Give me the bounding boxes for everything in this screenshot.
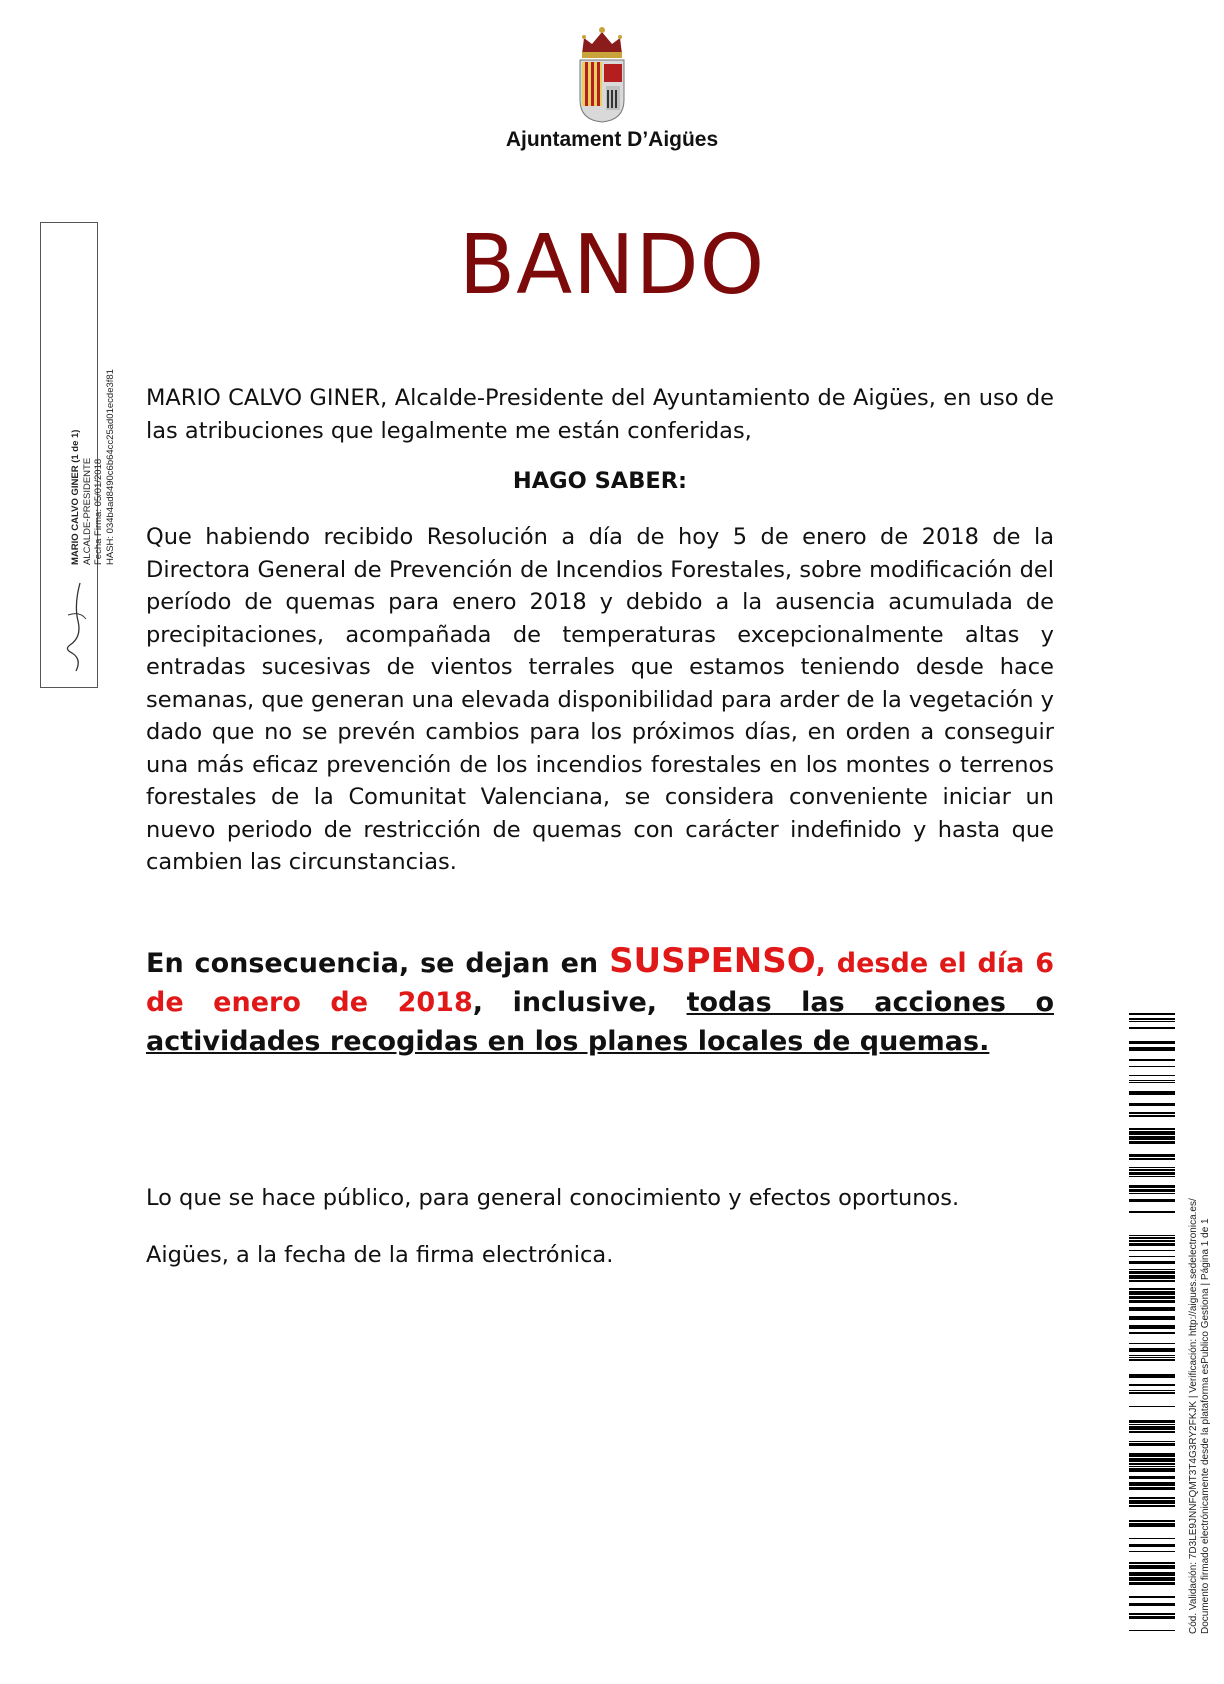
consequence-actions: todas las acciones o actividades recogidas en los planes locales de quemas. <box>146 987 1054 1057</box>
municipal-crest-icon <box>576 24 628 124</box>
signature-details <box>70 369 116 565</box>
consequence-date: , desde el día 6 de enero de 2018 <box>146 948 1054 1018</box>
main-paragraph: Que habiendo recibido Resolución a día de hoy 5 de enero de 2018 de la Directora General de Prevención de Incendios Forestales, sobre modificación del período de quemas para enero 2018 y debido a la ausencia acumulada de precipitaciones, acompañada de temperaturas excepcionalmente altas y entradas sucesivas de vientos terrales que estamos teniendo desde hace semanas, que generan una elevada disponibilidad para arder de la vegetación y dado que no se prevén cambios para los próximos días, en orden a conseguir una más eficaz prevención de los incendios forestales en los montes o terrenos forestales de la Comunitat Valenciana, se considera conveniente iniciar un nuevo periodo de restricción de quemas con carácter indefinido y hasta que cambien las circunstancias. <box>146 524 1054 875</box>
signature-hash: HASH: 034b4ad8490c6b64cc25ad01ecde3f81 <box>104 369 116 565</box>
signer-name: MARIO CALVO GINER (1 de 1) <box>70 429 81 565</box>
signer-role: ALCALDE-PRESIDENTE <box>81 457 93 565</box>
document-title: BANDO <box>458 218 766 313</box>
handwritten-signature-icon <box>60 575 94 675</box>
verification-line-1: Cód. Validación: 7D3LE9JNNFQMT3T4G3RY2FKJK | Verificación: http://aigues.sedelectronica.es/ <box>1188 1198 1199 1634</box>
signature-date: Fecha Firma: 05/01/2018 <box>93 458 104 565</box>
verification-text <box>1188 1198 1212 1634</box>
consequence-part1: En consecuencia, se dejan en <box>146 948 610 979</box>
hago-saber-heading: HAGO SABER: <box>512 468 688 494</box>
consequence-paragraph <box>146 942 1054 1061</box>
consequence-part3: , inclusive, <box>472 987 687 1018</box>
closing-line-1: Lo que se hace público, para general conocimiento y efectos oportunos. <box>146 1185 960 1211</box>
intro-paragraph: MARIO CALVO GINER, Alcalde-Presidente del Ayuntamiento de Aigües, en uso de las atribuciones que legalmente me están conferidas, <box>146 385 1054 444</box>
closing-line-2: Aigües, a la fecha de la firma electrónica. <box>146 1242 614 1268</box>
org-name: Ajuntament D’Aigües <box>505 128 719 151</box>
verification-line-2: Documento firmado electrónicamente desde la plataforma esPublico Gestiona | Página 1 de 1 <box>1200 1218 1211 1634</box>
barcode-icon <box>1129 1013 1175 1631</box>
suspenso-text: SUSPENSO <box>609 941 816 981</box>
